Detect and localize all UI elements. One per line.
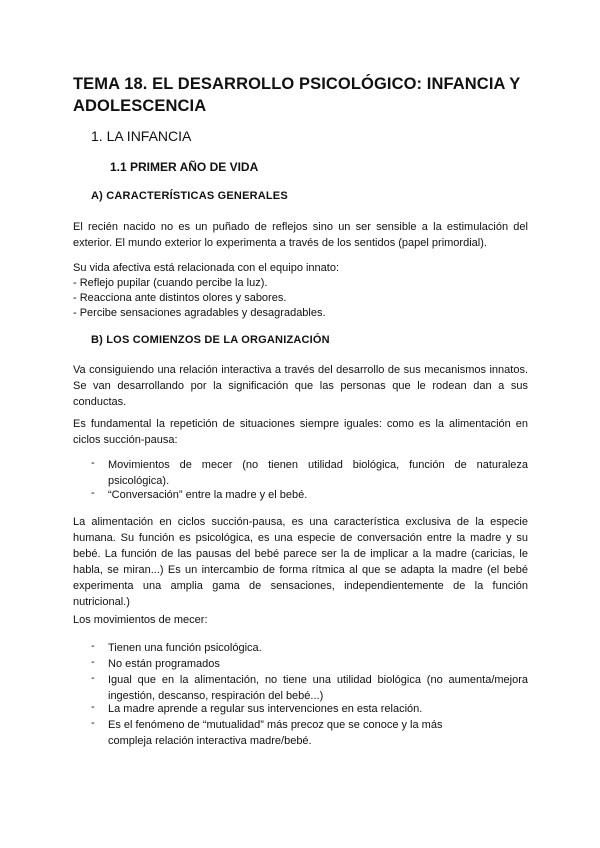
list-dash: - [91,717,95,729]
part-b-list1-item: Movimientos de mecer (no tienen utilidad biológica, función de naturaleza psicológica). [108,459,528,487]
list-dash: - [91,672,95,684]
part-b-paragraph-3: La alimentación en ciclos succión-pausa, es una característica exclusiva de la especie humana. Su función es psicológica, es una especie de conversación entre la madre y su bebé. La función de las pausas del bebé parece ser la de implicar a la madre (caricias, le habla, se miran...) Es un intercambio de forma rítmica al que se adapta la madre (el bebé experimenta una amplia gama de sensaciones, independientemente de la función nutricional.) [73,516,528,608]
part-b-paragraph-4: Los movimientos de mecer: [73,614,208,626]
part-a-heading: A) CARACTERÍSTICAS GENERALES [91,190,288,202]
list-dash: - [91,487,95,499]
part-b-paragraph-2: Es fundamental la repetición de situaciones siempre iguales: como es la alimentación en ciclos succión-pausa: [73,418,528,446]
subsection-heading-primer-ano: 1.1 PRIMER AÑO DE VIDA [110,160,259,174]
part-b-list2-item: Igual que en la alimentación, no tiene una utilidad biológica (no aumenta/mejora ingestión, descanso, respiración del bebé...) [108,674,528,702]
list-dash: - [91,656,95,668]
part-b-list2-item: La madre aprende a regular sus intervenciones en esta relación. [108,703,423,715]
document-title: TEMA 18. EL DESARROLLO PSICOLÓGICO: INFANCIA Y ADOLESCENCIA [73,75,521,115]
part-b-list2-item: Tienen una función psicológica. [108,642,262,654]
part-b-heading: B) LOS COMIENZOS DE LA ORGANIZACIÓN [91,334,330,346]
part-a-intro: Su vida afectiva está relacionada con el equipo innato: [73,262,340,274]
part-b-paragraph-1: Va consiguiendo una relación interactiva a través del desarrollo de sus mecanismos innatos. Se van desarrollando por la significación que las personas que le rodean dan a sus conductas. [73,364,528,408]
part-b-list2-item: No están programados [108,658,220,670]
part-b-list1-item: “Conversación” entre la madre y el bebé. [108,489,308,501]
part-a-list-item: - Percibe sensaciones agradables y desagradables. [73,307,326,319]
list-dash: - [91,457,95,469]
part-b-list2-item: Es el fenómeno de “mutualidad” más precoz que se conoce y la más compleja relación interactiva madre/bebé. [108,719,443,747]
part-a-list-item: - Reflejo pupilar (cuando percibe la luz). [73,277,268,289]
list-dash: - [91,640,95,652]
section-heading-infancia: 1. LA INFANCIA [91,128,192,144]
part-a-paragraph-1: El recién nacido no es un puñado de reflejos sino un ser sensible a la estimulación del exterior. El mundo exterior lo experimenta a través de los sentidos (papel primordial). [73,221,528,249]
part-a-list-item: - Reacciona ante distintos olores y sabores. [73,292,287,304]
list-dash: - [91,701,95,713]
